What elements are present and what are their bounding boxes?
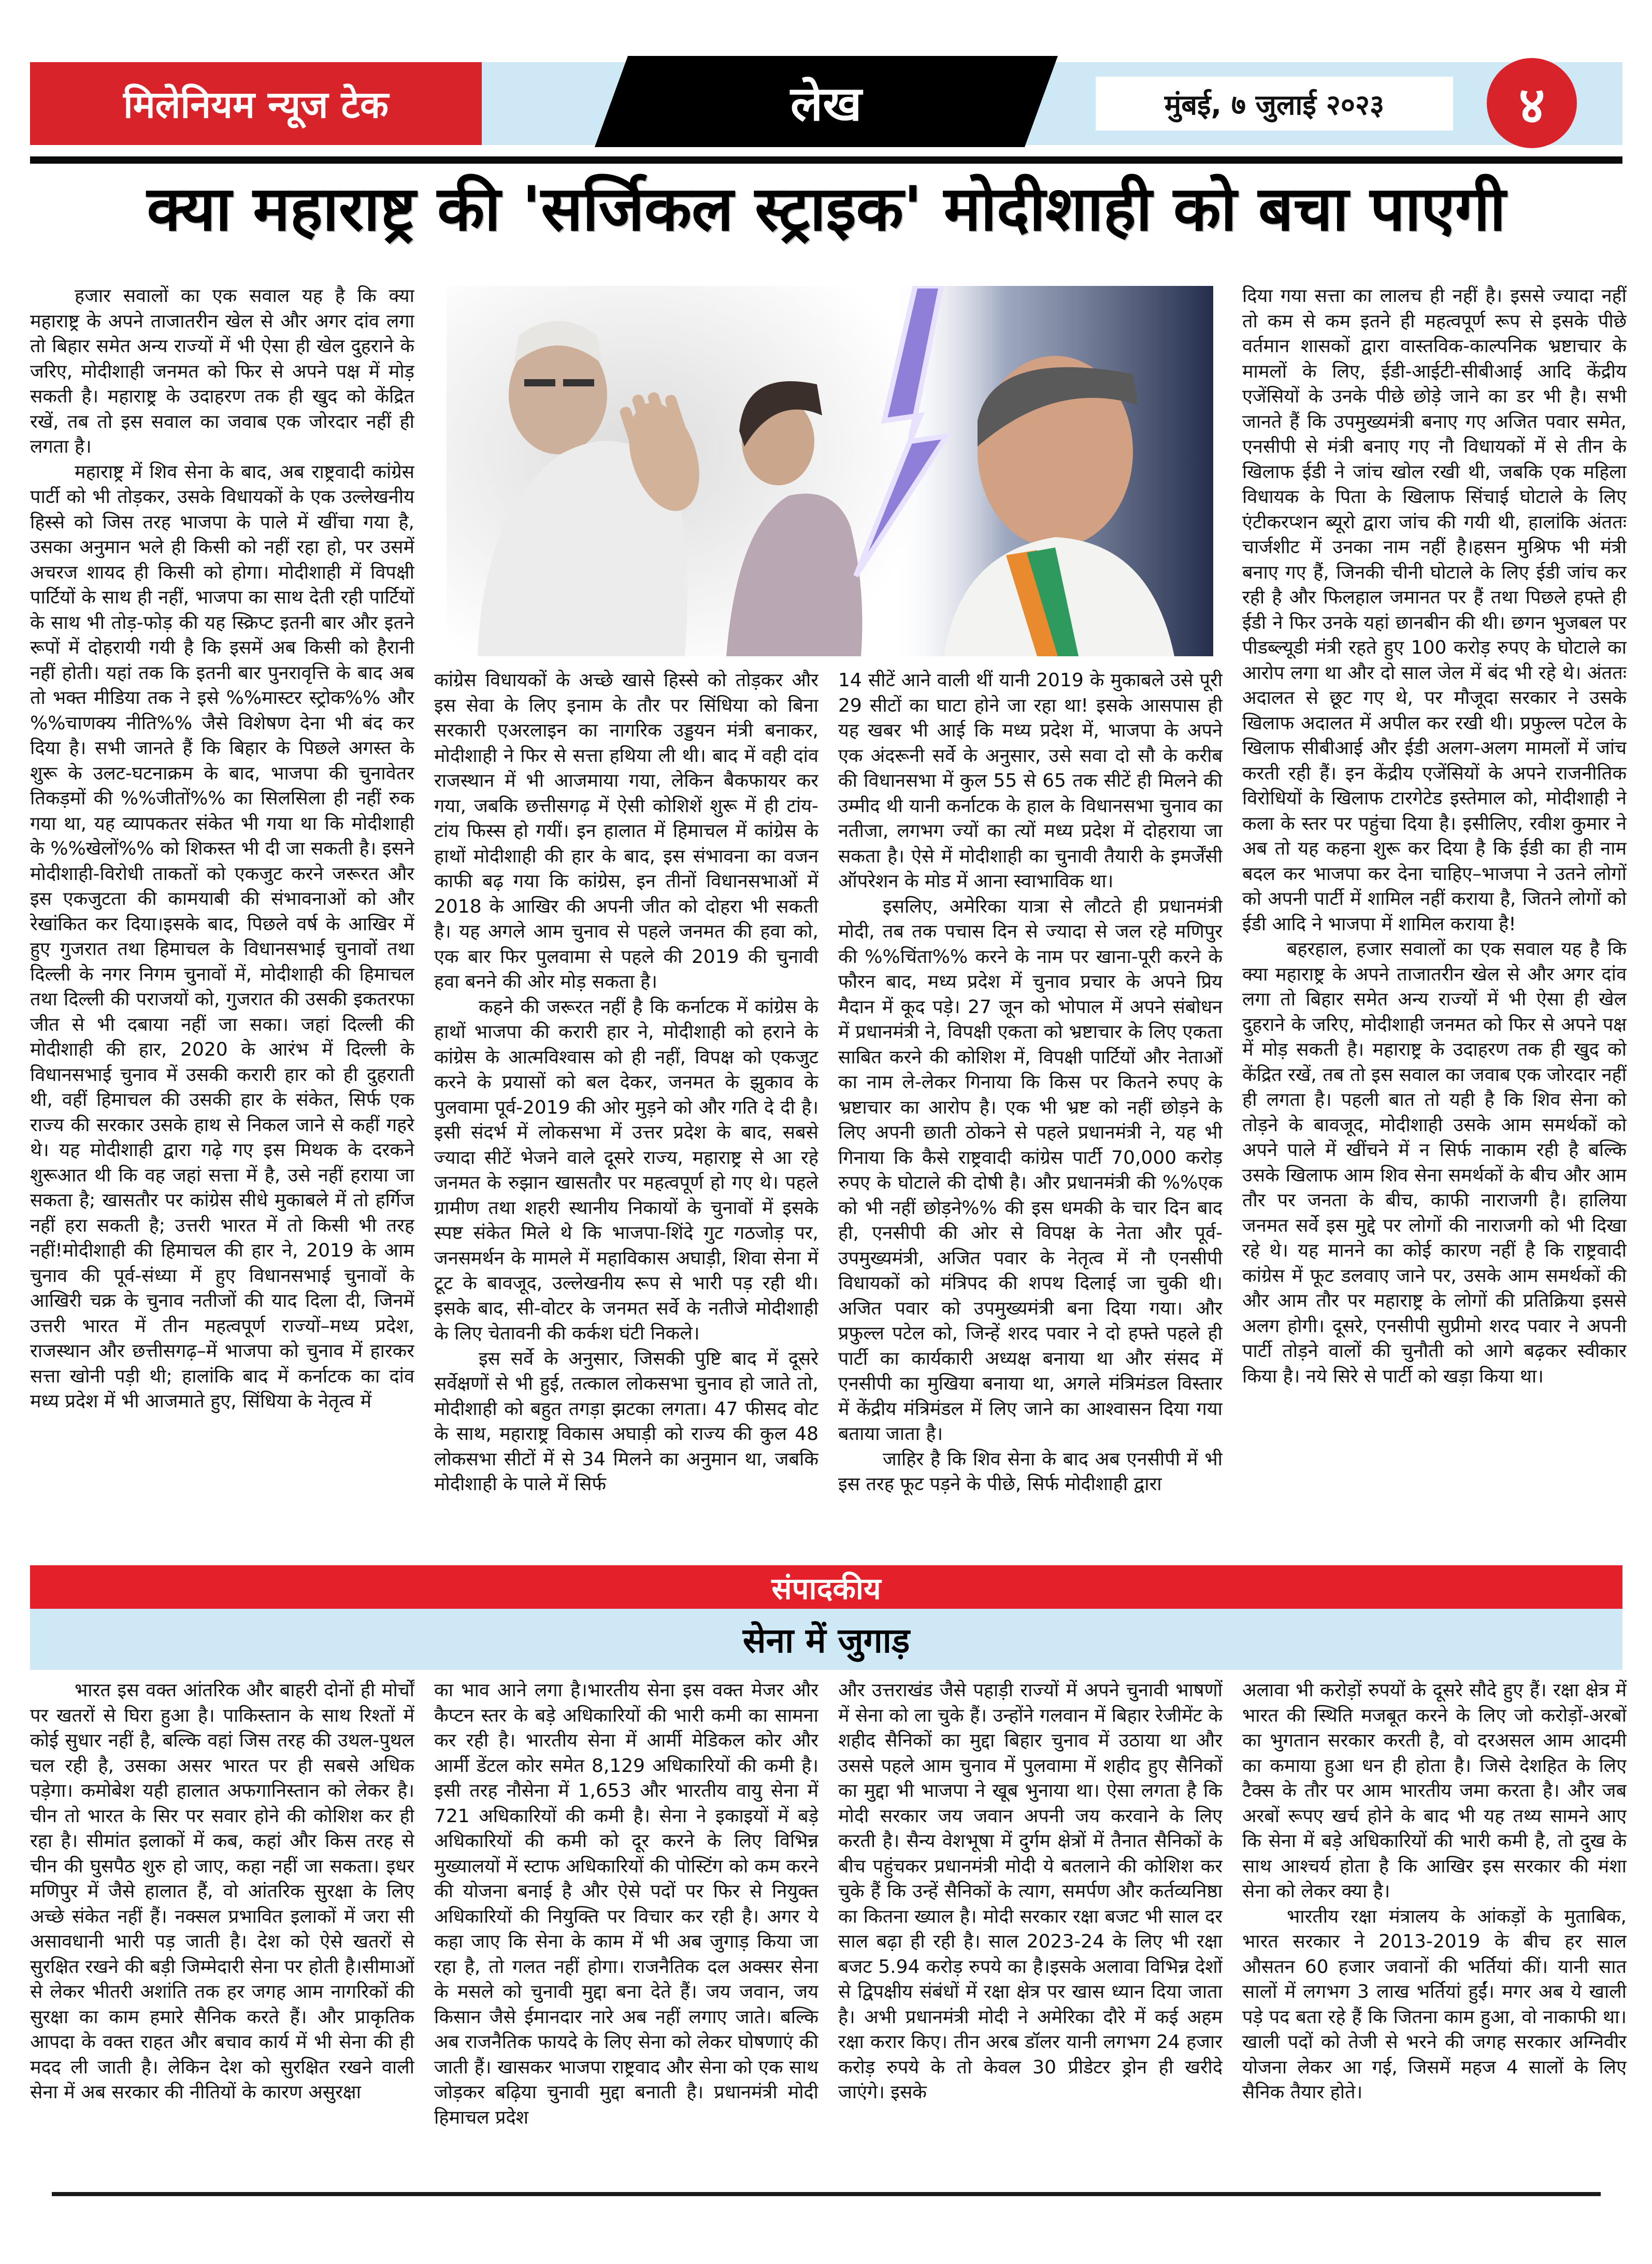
paragraph: इस सर्वे के अनुसार, जिसकी पुष्टि बाद में दूसरे सर्वेक्षणों से भी हुई, तत्काल लोकसभा चुनाव हो जाते तो, मोदीशाही को बहुत तगड़ा झटका लगता। 47 फीसद वोट के साथ, महाराष्ट्र विकास अघाड़ी को राज्य की कुल 48 लोकसभा सीटों में से 34 मिलने का अनुमान था, जबकि मोदीशाही के पाले में सिर्फ [434, 1348, 818, 1495]
editorial-column-3 [838, 1678, 1223, 2188]
paragraph: बहरहाल, हजार सवालों का एक सवाल यह है कि क्या महाराष्ट्र के अपने ताजातरीन खेल से और अगर दांव लगा तो बिहार समेत अन्य राज्यों में भी ऐसा ही खेल दुहराने के जरिए, मोदीशाही जनमत को फिर से अपने पक्ष में मोड़ सकती है। महाराष्ट्र के उदाहरण तक ही खुद को केंद्रित रखें, तब तो इस सवाल का जवाब एक जोरदार नहीं ही लगता है। पहली बात तो यही है कि शिव सेना को तोड़ने के बावजूद, मोदीशाही उसके आम समर्थकों को अपने पाले में खींचने में न सिर्फ नाकाम रही है बल्कि उसके खिलाफ आम शिव सेना समर्थकों के बीच और आम तौर पर जनता के बीच, काफी नाराजगी है। हालिया जनमत सर्वे इस मुद्दे पर लोगों की नाराजगी को भी दिखा रहे थे। यह मानने का कोई कारण नहीं है कि राष्ट्रवादी कांग्रेस में फूट डलवाए जाने पर, उसके आम समर्थकों की और आम तौर पर महाराष्ट्र के लोगों की प्रतिक्रिया इससे अलग होगी। दूसरे, एनसीपी सुप्रीमो शरद पवार ने अपनी पार्टी तोड़ने वालों की चुनौती को आगे बढ़कर स्वीकार किया है। नये सिरे से पार्टी को खड़ा किया था। [1242, 939, 1627, 1387]
paragraph: का भाव आने लगा है।भारतीय सेना इस वक्त मेजर और कैप्टन स्तर के बड़े अधिकारियों की भारी कमी का सामना कर रही है। भारतीय सेना में आर्मी मेडिकल कोर और आर्मी डेंटल कोर समेत 8,129 अधिकारियों की कमी है। इसी तरह नौसेना में 1,653 और भारतीय वायु सेना में 721 अधिकारियों की कमी है। सेना ने इकाइयों में बड़े अधिकारियों की कमी को दूर करने के लिए विभिन्न मुख्यालयों में स्टाफ अधिकारियों की पोस्टिंग को कम करने की योजना बनाई है और ऐसे पदों पर फिर से नियुक्त अधिकारियों की नियुक्ति पर विचार कर रही है। अगर ये कहा जाए कि सेना के काम में भी अब जुगाड़ किया जा रहा है, तो गलत नहीं होगा। राजनैतिक दल अक्सर सेना के मसले को चुनावी मुद्दा बना देते हैं। जय जवान, जय किसान जैसे ईमानदार नारे अब नहीं लगाए जाते। बल्कि अब राजनैतिक फायदे के लिए सेना को लेकर घोषणाएं की जाती हैं। खासकर भाजपा राष्ट्रवाद और सेना को एक साथ जोड़कर बढ़िया चुनावी मुद्दा बनाती है। प्रधानमंत्री मोदी हिमाचल प्रदेश [434, 1680, 818, 2128]
paragraph: जाहिर है कि शिव सेना के बाद अब एनसीपी में भी इस तरह फूट पड़ने के पीछे, सिर्फ मोदीशाही द्वारा [838, 1448, 1223, 1495]
editorial-column-2 [434, 1678, 818, 2188]
paragraph: भारतीय रक्षा मंत्रालय के आंकड़ों के मुताबिक, भारत सरकार ने 2013-2019 के बीच हर साल औसतन 60 हजार जवानों की भर्तियां कीं। यानी सात सालों में लगभग 3 लाख भर्तियां हुईं। मगर अब ये खाली पड़े पद बता रहे हैं कि जितना काम हुआ, वो नाकाफी था। खाली पदों को तेजी से भरने की जगह सरकार अग्निवीर योजना लेकर आ गई, जिसमें महज 4 सालों के लिए सैनिक तैयार होते। [1242, 1906, 1627, 2103]
section-tag-label: लेख [791, 76, 862, 132]
article-column-3 [838, 284, 1223, 1576]
page-number-badge: ४ [1487, 58, 1577, 148]
paragraph: अलावा भी करोड़ों रुपयों के दूसरे सौदे हुए हैं। रक्षा क्षेत्र में भारत की स्थिति मजबूत करने के लिए जो करोड़ों-अरबों का भुगतान सरकार करती है, वो दरअसल आम आदमी का कमाया हुआ धन ही होता है। जिसे देशहित के लिए टैक्स के तौर पर आम भारतीय जमा करता है। और जब अरबों रूपए खर्च होने के बाद भी यह तथ्य सामने आए कि सेना में बड़े अधिकारियों की भारी कमी है, तो दुख के साथ आश्चर्य होता है कि आखिर इस सरकार की मंशा सेना को लेकर क्या है। [1242, 1680, 1627, 1902]
paragraph: महाराष्ट्र में शिव सेना के बाद, अब राष्ट्रवादी कांग्रेस पार्टी को भी तोड़कर, उसके विधायकों के एक उल्लेखनीय हिस्से को जिस तरह भाजपा के पाले में खींचा गया है, उसका अनुमान भले ही किसी को नहीं रहा हो, पर उसमें अचरज शायद ही किसी को होगा। मोदीशाही में विपक्षी पार्टियों के साथ ही नहीं, भाजपा का साथ देती रही पार्टियों के साथ भी तोड़-फोड़ की यह स्क्रिप्ट इतनी बार और इतने रूपों में दोहरायी गयी है कि इसमें अब किसी को हैरानी नहीं होती। यहां तक कि इतनी बार पुनरावृत्ति के बाद अब तो भक्त मीडिया तक ने इसे %%मास्टर स्ट्रोक%% और %%चाणक्य नीति%% जैसे विशेषण देना भी बंद कर दिया है। सभी जानते हैं कि बिहार के पिछले अगस्त के शुरू के उलट-घटनाक्रम के बाद, भाजपा की चुनावेतर तिकड़मों की %%जीतों%% का सिलसिला ही नहीं रुक गया था, यह व्यापकतर संकेत भी गया था कि मोदीशाही के %%खेलों%% को शिकस्त भी दी जा सकती है। इसने मोदीशाही-विरोधी ताकतों को एकजुट करने जरूरत और इस एकजुटता की कामयाबी की संभावनाओं को और रेखांकित कर दिया।इसके बाद, पिछले वर्ष के आखिर में हुए गुजरात तथा हिमाचल के विधानसभाई चुनावों तथा दिल्ली के नगर निगम चुनावों में, मोदीशाही की हिमाचल तथा दिल्ली की पराजयों को, गुजरात की उसकी इकतरफा जीत से भी दबाया नहीं जा सका। जहां दिल्ली की मोदीशाही की हार, 2020 के आरंभ में दिल्ली के विधानसभाई चुनाव में उसकी करारी हार को ही दुहराती थी, वहीं हिमाचल की उसकी हार के संकेत, सिर्फ एक राज्य की सरकार उसके हाथ से निकल जाने से कहीं गहरे थे। यह मोदीशाही द्वारा गढ़े गए इस मिथक के दरकने शुरूआत थी कि वह जहां सत्ता में है, उसे नहीं हराया जा सकता है; खासतौर पर कांग्रेस सीधे मुकाबले में तो हर्गिज नहीं हरा सकती है; उत्तरी भारत में तो किसी भी तरह नहीं!मोदीशाही की हिमाचल की हार ने, 2019 के आम चुनाव की पूर्व-संध्या में हुए विधानसभाई चुनावों के आखिरी चक्र के चुनाव नतीजों की याद दिला दी, जिनमें उत्तरी भारत में तीन महत्वपूर्ण राज्यों–मध्य प्रदेश, राजस्थान और छत्तीसगढ़–में भाजपा को चुनाव में हारकर सत्ता खोनी पड़ी थी; हालांकि बाद में कर्नाटक का दांव मध्य प्रदेश में भी आजमाते हुए, सिंधिया के नेतृत्व में [30, 461, 414, 1412]
paragraph: और उत्तराखंड जैसे पहाड़ी राज्यों में अपने चुनावी भाषणों में सेना को ला चुके हैं। उन्होंने गलवान में बिहार रेजीमेंट के शहीद सैनिकों का मुद्दा बिहार चुनाव में उठाया था और उससे पहले आम चुनाव में पुलवामा में शहीद हुए सैनिकों का मुद्दा भी भाजपा ने खूब भुनाया था। ऐसा लगता है कि मोदी सरकार जय जवान अपनी जय करवाने के लिए करती है। सैन्य वेशभूषा में दुर्गम क्षेत्रों में तैनात सैनिकों के बीच पहुंचकर प्रधानमंत्री मोदी ये बतलाने की कोशिश कर चुके हैं कि उन्हें सैनिकों के त्याग, समर्पण और कर्तव्यनिष्ठा का कितना ख्याल है। मोदी सरकार रक्षा बजट भी साल दर साल बढ़ा ही रही है। साल 2023-24 के लिए भी रक्षा बजट 5.94 करोड़ रुपये का है।इसके अलावा विभिन्न देशों से द्विपक्षीय संबंधों में रक्षा क्षेत्र पर खास ध्यान दिया जाता है। अभी प्रधानमंत्री मोदी ने अमेरिका दौरे में कई अहम रक्षा करार किए। तीन अरब डॉलर यानी लगभग 24 हजार करोड़ रुपये के तो केवल 30 प्रीडेटर ड्रोन ही खरीदे जाएंगे। इसके [838, 1680, 1223, 2103]
paragraph: हजार सवालों का एक सवाल यह है कि क्या महाराष्ट्र के अपने ताजातरीन खेल से और अगर दांव लगा तो बिहार समेत अन्य राज्यों में भी ऐसा ही खेल दुहराने के जरिए, मोदीशाही जनमत को फिर से अपने पक्ष में मोड़ सकती है। महाराष्ट्र के उदाहरण तक ही खुद को केंद्रित रखें, तब तो इस सवाल का जवाब एक जोरदार नहीं ही लगता है। [30, 285, 414, 457]
paragraph: इसलिए, अमेरिका यात्रा से लौटते ही प्रधानमंत्री मोदी, तब तक पचास दिन से ज्यादा से जल रहे मणिपुर की %%चिंता%% करने के नाम पर खाना-पूरी करने के फौरन बाद, मध्य प्रदेश में चुनाव प्रचार के अपने प्रिय मैदान में कूद पड़े। 27 जून को भोपाल में अपने संबोधन में प्रधानमंत्री ने, विपक्षी एकता को भ्रष्टाचार के लिए एकता साबित करने की कोशिश में, विपक्षी पार्टियों और नेताओं का नाम ले-लेकर गिनाया कि किस पर कितने रुपए के भ्रष्टाचार का आरोप है। एक भी भ्रष्ट को नहीं छोड़ने के लिए अपनी छाती ठोकने से पहले प्रधानमंत्री ने, यह भी गिनाया कि कैसे राष्ट्रवादी कांग्रेस पार्टी 70,000 करोड़ रुपए के घोटाले की दोषी है। और प्रधानमंत्री की %%एक को भी नहीं छोड़ने%% की इस धमकी के चार दिन बाद ही, एनसीपी की ओर से विपक्ष के नेता और पूर्व-उपमुख्यमंत्री, अजित पवार के नेतृत्व में नौ एनसीपी विधायकों को मंत्रिपद की शपथ दिलाई जा चुकी थी। अजित पवार को उपमुख्यमंत्री बना दिया गया। और प्रफुल्ल पटेल को, जिन्हें शरद पवार ने दो हफ्ते पहले ही पार्टी का कार्यकारी अध्यक्ष बनाया था और संसद में एनसीपी का मुखिया बनाया था, अगले मंत्रिमंडल विस्तार में केंद्रीय मंत्रिमंडल में लिए जाने का आश्वासन दिया गया बताया जाता है। [838, 896, 1223, 1445]
header-band [30, 62, 1622, 145]
article-column-1 [30, 284, 414, 1576]
article-column-2 [434, 284, 818, 1576]
editorial-headline: सेना में जुगाड़ [742, 1621, 910, 1661]
section-tag [595, 56, 1058, 147]
article-column-4 [1242, 284, 1627, 1576]
editorial-column-1 [30, 1678, 414, 2188]
paragraph: कहने की जरूरत नहीं है कि कर्नाटक में कांग्रेस के हाथों भाजपा की करारी हार ने, मोदीशाही को हराने के कांग्रेस के आत्मविश्वास को ही नहीं, विपक्ष को एकजुट करने के प्रयासों को बल देकर, जनमत के झुकाव के पुलवामा पूर्व-2019 की ओर मुड़ने को और गति दे दी है। इसी संदर्भ में लोकसभा में उत्तर प्रदेश के बाद, सबसे ज्यादा सीटें भेजने वाले दूसरे राज्य, महाराष्ट्र से आ रहे जनमत के रुझान खासतौर पर महत्वपूर्ण हो गए थे। पहले ग्रामीण तथा शहरी स्थानीय निकायों के चुनावों में इसके स्पष्ट संकेत मिले थे कि भाजपा-शिंदे गुट गठजोड़ पर, जनसमर्थन के मामले में महाविकास अघाड़ी, शिवा सेना में टूट के बावजूद, उल्लेखनीय रूप से भारी पड़ रही थी। इसके बाद, सी-वोटर के जनमत सर्वे के नतीजे मोदीशाही के लिए चेतावनी की कर्कश घंटी निकले। [434, 996, 818, 1344]
bottom-rule [52, 2192, 1601, 2196]
editorial-banner: संपादकीय [30, 1565, 1622, 1609]
header-rule [30, 156, 1622, 164]
masthead: मिलेनियम न्यूज टेक [30, 62, 482, 145]
paragraph: कांग्रेस विधायकों के अच्छे खासे हिस्से को तोड़कर और इस सेवा के लिए इनाम के तौर पर सिंधिया को बिना सरकारी एअरलाइन का नागरिक उड्डयन मंत्री बनाकर, मोदीशाही ने फिर से सत्ता हथिया ली थी। बाद में वही दांव राजस्थान में भी आजमाया गया, लेकिन बैकफायर कर गया, जबकि छत्तीसगढ़ में ऐसी कोशिशें शुरू में ही टांय-टांय फिस्स हो गयीं। इन हालात में हिमाचल में कांग्रेस के हाथों मोदीशाही की हार के बाद, इस संभावना का वजन काफी बढ़ गया कि कांग्रेस, इन तीनों विधानसभाओं में 2018 के आखिर की अपनी जीत को दोहरा भी सकती है। यह अगले आम चुनाव से पहले जनमत की हवा को, एक बार फिर पुलवामा से पहले की 2019 की चुनावी हवा बनने की ओर मोड़ सकता है। [434, 670, 818, 992]
paragraph: 14 सीटें आने वाली थीं यानी 2019 के मुकाबले उसे पूरी 29 सीटों का घाटा होने जा रहा था! इसके आसपास ही यह खबर भी आई कि मध्य प्रदेश में, भाजपा के अपने एक अंदरूनी सर्वे के अनुसार, उसे सवा दो सौ के करीब की विधानसभा में कुल 55 से 65 तक सीटें ही मिलने की उम्मीद थी यानी कर्नाटक के हाल के विधानसभा चुनाव का नतीजा, लगभग ज्यों का त्यों मध्य प्रदेश में दोहराया जा सकता है। ऐसे में मोदीशाही का चुनावी तैयारी के इमर्जेंसी ऑपरेशन के मोड में आना स्वाभाविक था। [838, 670, 1223, 892]
paragraph: भारत इस वक्त आंतरिक और बाहरी दोनों ही मोर्चों पर खतरों से घिरा हुआ है। पाकिस्तान के साथ रिश्तों में कोई सुधार नहीं है, बल्कि वहां जिस तरह की उथल-पुथल चल रही है, उसका असर भारत पर ही सबसे अधिक पड़ेगा। कमोबेश यही हालात अफगानिस्तान को लेकर है। चीन तो भारत के सिर पर सवार होने की कोशिश कर ही रहा है। सीमांत इलाकों में कब, कहां और किस तरह से चीन की घुसपैठ शुरु हो जाए, कहा नहीं जा सकता। इधर मणिपुर में जैसे हालात हैं, वो आंतरिक सुरक्षा के लिए अच्छे संकेत नहीं हैं। नक्सल प्रभावित इलाकों में जरा सी असावधानी भारी पड़ जाती है। देश को ऐसे खतरों से सुरक्षित रखने की बड़ी जिम्मेदारी सेना पर होती है।सीमाओं से लेकर भीतरी अशांति तक हर जगह आम नागरिकों की सुरक्षा का काम हमारे सैनिक करते हैं। और प्राकृतिक आपदा के वक्त राहत और बचाव कार्य में भी सेना की ही मदद ली जाती है। लेकिन देश को सुरक्षित रखने वाली सेना में अब सरकार की नीतियों के कारण असुरक्षा [30, 1680, 414, 2103]
editorial-column-4 [1242, 1678, 1627, 2188]
paragraph: दिया गया सत्ता का लालच ही नहीं है। इससे ज्यादा नहीं तो कम से कम इतने ही महत्वपूर्ण रूप से इसके पीछे वर्तमान शासकों द्वारा वास्तविक-काल्पनिक भ्रष्टाचार के मामलों के लिए, ईडी-आईटी-सीबीआई आदि केंद्रीय एजेंसियों के उनके पीछे छोड़े जाने का डर भी है। सभी जानते हैं कि उपमुख्यमंत्री बनाए गए अजित पवार समेत, एनसीपी से मंत्री बनाए गए नौ विधायकों में से तीन के खिलाफ ईडी ने जांच खोल रखी थी, जबकि एक महिला विधायक के पिता के खिलाफ सिंचाई घोटाले के लिए एंटीकरप्शन ब्यूरो द्वारा जांच की गयी थी, हालांकि अंततः चार्जशीट में उनका नाम नहीं है।हसन मुश्रिफ भी मंत्री बनाए गए हैं, जिनकी चीनी घोटाले के लिए ईडी जांच कर रही है और फिलहाल जमानत पर हैं तथा पिछले हफ्ते ही ईडी ने फिर उनके यहां छानबीन की थी। छगन भुजबल पर पीडब्ल्यूडी मंत्री रहते हुए 100 करोड़ रुपए के घोटाले का आरोप लगा था और दो साल जेल में बंद भी रहे थे। अंततः अदालत से छूट गए थे, पर मौजूदा सरकार ने उसके खिलाफ अदालत में अपील कर रखी थी। प्रफुल्ल पटेल के खिलाफ सीबीआई और ईडी अलग-अलग मामलों में जांच करती रही हैं। इन केंद्रीय एजेंसियों के अपने राजनीतिक विरोधियों के खिलाफ टारगेटेड इस्तेमाल को, मोदीशाही ने कला के स्तर पर पहुंचा दिया है। इसीलिए, रवीश कुमार ने अब तो यह कहना शुरू कर दिया है कि ईडी का ही नाम बदल कर भाजपा कर देना चाहिए–भाजपा ने उतने लोगों को अपनी पार्टी में शामिल नहीं कराया है, जितने लोगों को ईडी आदि ने भाजपा में शामिल कराया है! [1242, 285, 1627, 935]
date-box: मुंबई, ७ जुलाई २०२३ [1096, 77, 1453, 131]
editorial-headline-band [30, 1609, 1622, 1670]
main-headline: क्या महाराष्ट्र की 'सर्जिकल स्ट्राइक' मोदीशाही को बचा पाएगी [147, 174, 1506, 245]
